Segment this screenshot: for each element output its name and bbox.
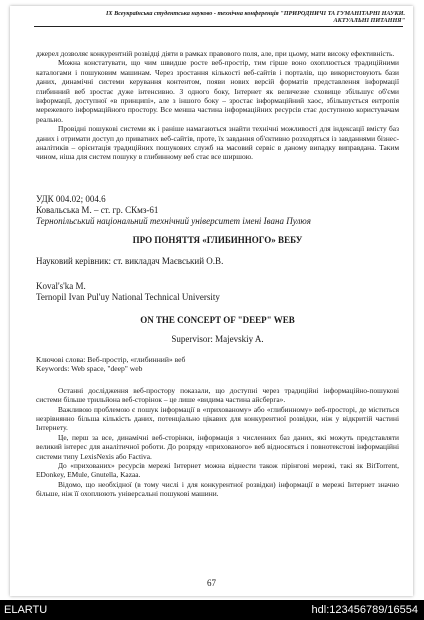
page-content: [36, 49, 399, 499]
conference-header: [10, 10, 405, 24]
supervisor: Науковий керівник: ст. викладач Маєвський О.В.: [36, 255, 224, 266]
author: Ковальська М. – ст. гр. СКмз-61: [36, 204, 159, 215]
body-paragraph: До «прихованих» ресурсів мережі Інтернет можна віднести також пірінгові мережі, такі як BitTorrent, EDonkey, EMule, Gnutella, Kazaa.: [36, 460, 399, 480]
prev-article-paragraph: Провідні пошукові системи як і раніше намагаються знайти технічні можливості для індексації вмісту баз даних і отримати доступ до приватних веб-сайтів, проте, їх завдання об'єктивно розходяться із завданнями бізнес-аналітиків – орієнтація традиційних пошукових служб на масовий сервіс в даному випадку виправдана. Таким чином, ніша для систем пошуку в глибинному веб стає все ширшою.: [36, 124, 399, 162]
keywords-uk: Ключові слова: Веб-простір, «глибинний» веб: [36, 354, 186, 364]
paper-page: [10, 6, 413, 596]
affiliation-en: Ternopil Ivan Pul'uy National Technical University: [36, 291, 220, 302]
body-paragraph: Це, перш за все, динамічні веб-сторінки, інформація з численних баз даних, які можуть представляти великий інтерес для аналітичної роботи. До розряду «прихованого» веб відносяться і повнотекстові інформаційні системи типу LexisNexis або Factiva.: [36, 432, 399, 461]
header-line-1: IX Всеукраїнська студентська науково - технічна конференція "ПРИРОДНИЧІ ТА ГУМАНІТАРНІ НАУКИ.: [105, 10, 405, 17]
udc-code: УДК 004.02; 004.6: [36, 193, 106, 204]
affiliation: Тернопільський національний технічний університет імені Івана Пулюя: [36, 215, 311, 226]
page-number: 67: [207, 578, 216, 588]
author-en: Koval's'ka M.: [36, 280, 86, 291]
prev-article-paragraph: Можна констатувати, що чим швидше росте веб-простір, тим гірше воно охоплюється традиційними каталогами і пошуковим машинам. Через зростання кількості веб-сайтів і порталів, що використовують бази даних, динамічні системи керування контентом, появи нових версій форматів представлення інформації глибинний веб зростає дуже інтенсивно. З одного боку, Інтернет як величезне сховище збільшує об'єми інформації, доступної «в принципі», але з іншого боку – зростає інформаційний хаос, збільшується ентропія мережевого інформаційного простору. Все менша частина інформаційних ресурсів стає доступною користувачам реально.: [36, 58, 399, 124]
repository-footer-bar: [0, 600, 424, 620]
handle-identifier[interactable]: hdl:123456789/16554: [311, 604, 418, 616]
body-paragraph: Останні дослідження веб-простору показали, що доступні через традиційні інформаційно-пошукові системи більше трильйона веб-сторінок – це лише «видима частина айсберга».: [36, 385, 399, 405]
article-title: ПРО ПОНЯТТЯ «ГЛИБИННОГО» ВЕБУ: [132, 234, 303, 245]
header-line-2: АКТУАЛЬНІ ПИТАННЯ": [333, 17, 405, 24]
keywords-en: Keywords: Web space, "deep" web: [36, 364, 143, 374]
body-paragraph: Важливою проблемою є пошук інформації в «прихованому» або «глибинному» веб-просторі, де міститься незрівнянно більша кількість даних, потенціально цікавих для конкурентної розвідки, ніж у відкритій частині Інтернету.: [36, 404, 399, 433]
prev-article-paragraph: джерел дозволяє конкурентній розвідці діяти в рамках правового поля, але, при цьому, мати високу ефективність.: [36, 49, 395, 58]
header-rule: [34, 26, 403, 27]
repository-name: ELARTU: [4, 604, 48, 616]
body-paragraph: Відомо, що необхідної (в тому числі і для конкурентної розвідки) інформації в мережі Інтернет значно більше, ніж її охоплюють універсальні пошукові машини.: [36, 479, 399, 499]
article-title-en: ON THE CONCEPT OF "DEEP" WEB: [140, 314, 295, 325]
supervisor-en: Supervisor: Majevskiy A.: [171, 333, 264, 344]
